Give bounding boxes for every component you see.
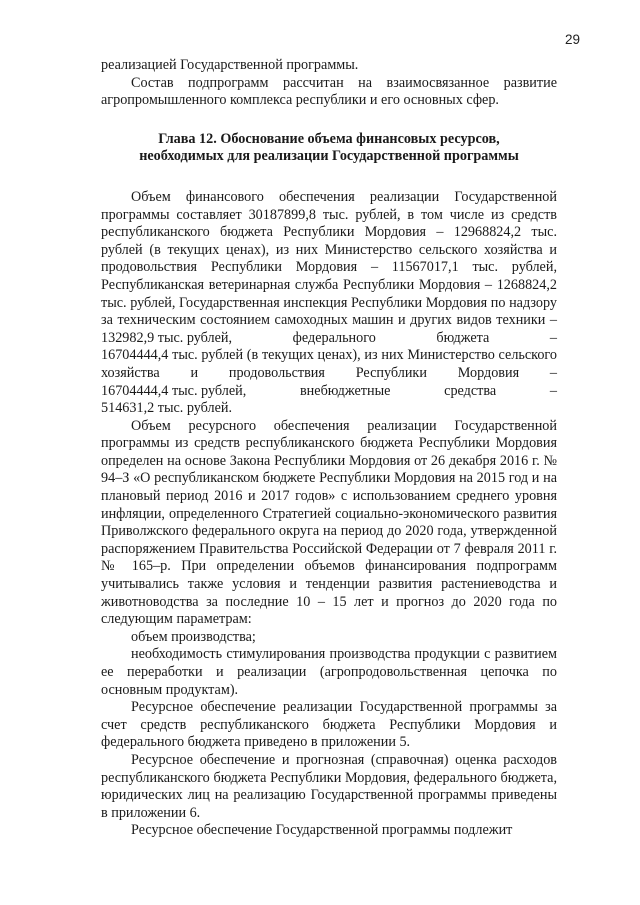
document-body (101, 57, 557, 840)
closing-paragraph: Ресурсное обеспечение Государственной программы подлежит (131, 822, 513, 839)
appendix-5-paragraph: Ресурсное обеспечение реализации Государственной программы за счет средств республиканского бюджета Республики Мордовия и федерального бюджета приведено в приложении 5. (101, 699, 557, 751)
financing-row-extrabudget-dash: – (549, 382, 557, 399)
appendix-6-paragraph: Ресурсное обеспечение и прогнозная (справочная) оценка расходов республиканского бюджета Республики Мордовия, федерального бюджета, юридических лиц на реализацию Государственной программы приведены в приложении 6. (101, 751, 557, 821)
subprograms-paragraph: Состав подпрограмм рассчитан на взаимосвязанное развитие агропромышленного комплекса республики и его основных сфер. (101, 74, 557, 109)
financing-row-federal-amount: 132982,9 тыс. рублей, (101, 329, 233, 346)
financing-paragraph-end: 514631,2 тыс. рублей. (101, 400, 233, 417)
financing-row-federal (101, 330, 557, 348)
parameter-item: объем производства; (131, 628, 256, 645)
page-number: 29 (564, 32, 580, 47)
opening-line: реализацией Государственной программы. (101, 57, 359, 73)
financing-paragraph-federal: 16704444,4 тыс. рублей (в текущих ценах), из них Министерство сельского хозяйства и продовольствия Республики Мордовия – (101, 347, 557, 381)
financing-row-federal-word: федерального (292, 329, 376, 346)
financing-row-federal-budget: бюджета (436, 329, 490, 346)
chapter-heading-line-2: необходимых для реализации Государственной программы (139, 148, 519, 165)
chapter-heading (101, 131, 557, 166)
chapter-heading-line-1: Глава 12. Обоснование объема финансовых ресурсов, (158, 130, 500, 147)
financing-row-extrabudget-amount: 16704444,4 тыс. рублей, (101, 382, 247, 399)
financing-paragraph-main: Объем финансового обеспечения реализации Государственной программы составляет 30187899,8 тыс. рублей, в том числе из средств республиканского бюджета Республики Мордовия – 12968824,2 тыс. рублей (в текущих ценах), из них Министерство сельского хозяйства и продовольствия Республики Мордовия – 11567017,1 тыс. рублей, Республиканская ветеринарная служба Республики Мордовия – 1268824,2 тыс. рублей, Государственная инспекция Республики Мордовия по надзору за техническим состоянием самоходных машин и других видов техники – (101, 188, 557, 329)
financing-row-extrabudget-funds: средства (444, 382, 497, 399)
financing-row-extrabudget-word: внебюджетные (299, 382, 391, 399)
financing-row-extrabudget (101, 383, 557, 401)
parameter-item: необходимость стимулирования производства продукции с развитием ее переработки и реализации (агропродовольственная цепочка по основным продуктам). (101, 646, 557, 698)
financing-row-federal-dash: – (549, 329, 557, 346)
resource-basis-paragraph: Объем ресурсного обеспечения реализации Государственной программы из средств республиканского бюджета Республики Мордовия определен на основе Закона Республики Мордовия от 26 декабря 2016 г. № 94–З «О республиканском бюджете Республики Мордовия на 2015 год и на плановый период 2016 и 2017 годов» с использованием среднего уровня инфляции, определенного Стратегией социально-экономического развития Приволжского федерального округа на период до 2020 года, утвержденной распоряжением Правительства Российской Федерации от 7 февраля 2011 г. № 165–р. При определении объемов финансирования подпрограмм учитывались также условия и тенденции развития растениеводства и животноводства за последние 10 – 15 лет и прогноз до 2020 года по следующим параметрам: (101, 417, 557, 628)
